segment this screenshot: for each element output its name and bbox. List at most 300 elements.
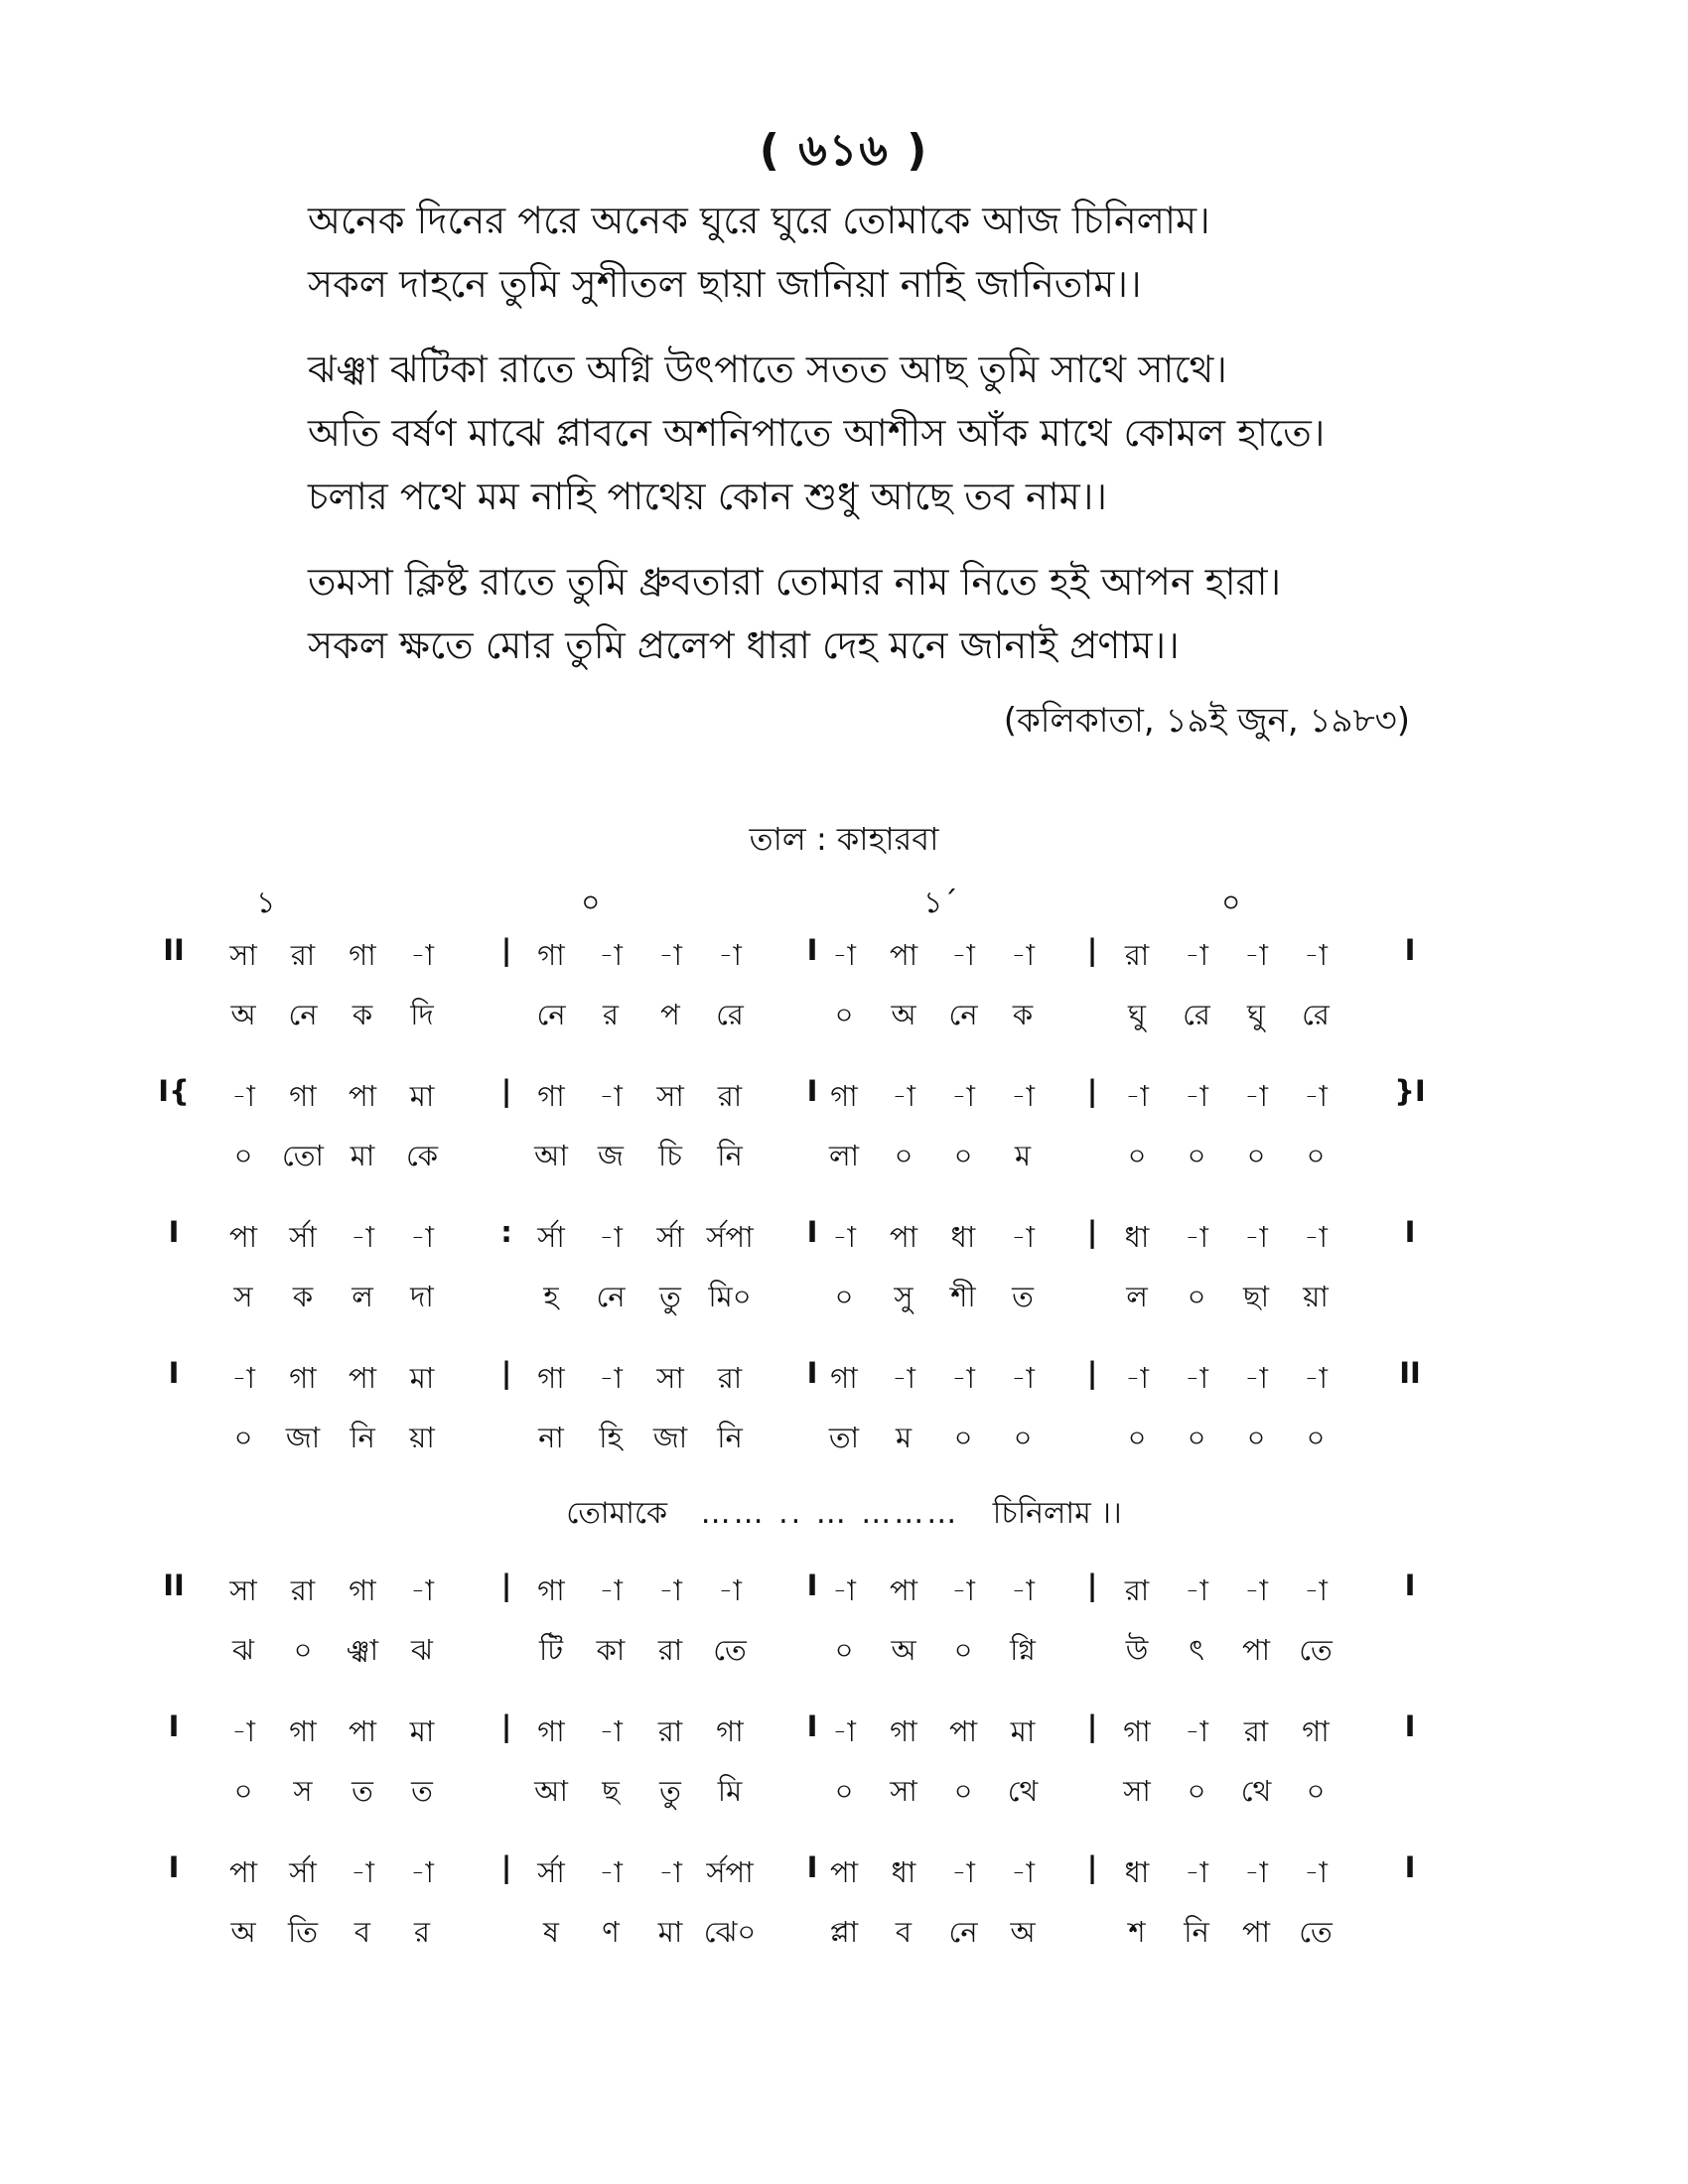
syllable: নি <box>350 1421 375 1454</box>
syllable: ০ <box>233 1774 253 1808</box>
notation-block <box>0 1709 1688 1850</box>
swara-note: -া <box>1185 1079 1208 1113</box>
syllable: ০ <box>834 1633 854 1667</box>
swara-note: -া <box>658 1573 682 1607</box>
swara-note: গা <box>289 1714 317 1748</box>
syllable: সা <box>890 1774 917 1808</box>
swara-note: ধা <box>1124 1855 1150 1889</box>
syllable: ০ <box>1306 1774 1326 1808</box>
refrain-start: তোমাকে <box>566 1496 668 1531</box>
syllable: ক <box>1012 998 1034 1031</box>
barline: | <box>500 1074 512 1108</box>
barline: | <box>1086 933 1098 967</box>
swara-note: গা <box>537 1079 565 1113</box>
swara-row <box>0 1215 1688 1267</box>
syllable: ছ <box>602 1774 620 1808</box>
syllable: রে <box>1183 998 1210 1031</box>
syllable: তে <box>1299 1633 1333 1667</box>
swara-note: -া <box>832 1220 856 1254</box>
swara-note: -া <box>1304 938 1328 972</box>
syllable: নে <box>948 1915 978 1949</box>
swara-note: -া <box>1011 1079 1035 1113</box>
swara-row <box>0 1356 1688 1408</box>
swara-note: পা <box>228 1855 258 1889</box>
swara-note: রা <box>717 1361 743 1395</box>
swara-note: গা <box>349 938 376 972</box>
swara-note: -া <box>1011 1855 1035 1889</box>
notation-block <box>0 933 1688 1074</box>
syllable: ০ <box>834 998 854 1031</box>
syllable: ০ <box>953 1421 973 1454</box>
syllable: ত <box>352 1774 373 1808</box>
swara-note: -া <box>832 938 856 972</box>
start-barline: I <box>168 1850 180 1884</box>
lyric-line: চলার পথে মম নাহি পাথেয় কোন শুধু আছে তব নাম।। <box>308 475 1107 518</box>
barline: | <box>1086 1074 1098 1108</box>
syllable: প <box>660 998 680 1031</box>
swara-note: -া <box>1244 1855 1268 1889</box>
swara-note: -া <box>599 1573 623 1607</box>
swara-note: সা <box>656 1079 684 1113</box>
syllable-row <box>0 1628 1688 1680</box>
swara-note: পা <box>228 1220 258 1254</box>
swara-note: -া <box>410 1855 434 1889</box>
swara-note: -া <box>599 938 623 972</box>
syllable: নে <box>948 998 978 1031</box>
swara-note: পা <box>889 1220 918 1254</box>
syllable: ণ <box>602 1915 620 1949</box>
swara-note: র্সা <box>289 1220 317 1254</box>
swara-note: -া <box>1185 1361 1208 1395</box>
swara-note: -া <box>892 1361 915 1395</box>
syllable: ঝ <box>411 1633 433 1667</box>
syllable: গ্নি <box>1010 1633 1036 1667</box>
syllable: মা <box>350 1139 375 1172</box>
syllable: ০ <box>1013 1421 1033 1454</box>
barline: | <box>1086 1569 1098 1602</box>
notation-block <box>0 1074 1688 1215</box>
start-barline: I <box>168 1709 180 1743</box>
syllable: রা <box>657 1633 683 1667</box>
syllable: জা <box>285 1421 321 1454</box>
syllable: ঝে০ <box>703 1915 757 1949</box>
syllable: ঘু <box>1128 998 1146 1031</box>
swara-note: ধা <box>1124 1220 1150 1254</box>
barline: | <box>500 1709 512 1743</box>
swara-note: সা <box>656 1361 684 1395</box>
syllable: ক <box>292 1280 314 1313</box>
swara-note: -া <box>1011 1573 1035 1607</box>
barline: I <box>806 1569 818 1602</box>
swara-note: -া <box>1125 1079 1149 1113</box>
syllable: নে <box>288 998 318 1031</box>
syllable: শী <box>950 1280 976 1313</box>
syllable: নে <box>536 998 566 1031</box>
syllable: ০ <box>1306 1139 1326 1172</box>
start-barline: I <box>168 1356 180 1390</box>
barline: | <box>1086 1850 1098 1884</box>
swara-note: র্সা <box>537 1220 565 1254</box>
syllable: ক <box>352 998 373 1031</box>
syllable: ০ <box>1187 1280 1206 1313</box>
syllable: ল <box>352 1280 373 1313</box>
syllable: ০ <box>233 1139 253 1172</box>
syllable: টি <box>538 1633 564 1667</box>
beat-markers <box>0 879 1688 928</box>
syllable: ত <box>411 1774 433 1808</box>
barline: I <box>806 1074 818 1108</box>
syllable: ০ <box>1127 1421 1147 1454</box>
syllable: রে <box>716 998 744 1031</box>
syllable: থে <box>1007 1774 1039 1808</box>
lyric-stanza <box>308 550 1559 677</box>
syllable: নি <box>717 1421 743 1454</box>
syllable: ০ <box>1187 1774 1206 1808</box>
swara-note: -া <box>1011 1220 1035 1254</box>
swara-note: গা <box>716 1714 744 1748</box>
syllable-row <box>0 1769 1688 1821</box>
syllable-row <box>0 993 1688 1044</box>
swara-note: পা <box>348 1079 377 1113</box>
notation-block <box>0 1569 1688 1709</box>
swara-note: গা <box>289 1361 317 1395</box>
page-number: ( ৬১৬ ) <box>759 125 929 176</box>
swara-note: -া <box>718 938 742 972</box>
syllable: তে <box>1299 1915 1333 1949</box>
syllable: জ <box>598 1139 624 1172</box>
notation-staff <box>0 933 1688 1991</box>
swara-note: -া <box>1125 1361 1149 1395</box>
syllable: অ <box>230 1915 256 1949</box>
syllable: অ <box>230 998 256 1031</box>
swara-note: -া <box>599 1220 623 1254</box>
barline: I <box>806 1709 818 1743</box>
swara-note: -া <box>1185 1714 1208 1748</box>
syllable: রে <box>1302 998 1330 1031</box>
swara-note: -া <box>599 1361 623 1395</box>
swara-note: -া <box>718 1573 742 1607</box>
swara-note: সা <box>229 938 257 972</box>
syllable: উ <box>1125 1633 1149 1667</box>
syllable: থে <box>1240 1774 1272 1808</box>
taal-heading: তাল : কাহারবা <box>749 820 939 858</box>
swara-note: -া <box>832 1714 856 1748</box>
swara-note: -া <box>351 1220 374 1254</box>
syllable: র <box>603 998 619 1031</box>
swara-note: -া <box>1304 1573 1328 1607</box>
syllable: ০ <box>953 1633 973 1667</box>
swara-note: -া <box>658 938 682 972</box>
lyric-stanza <box>308 338 1559 528</box>
syllable: মি <box>717 1774 743 1808</box>
swara-note: পা <box>829 1855 859 1889</box>
swara-note: পা <box>948 1714 978 1748</box>
swara-note: -া <box>951 1079 975 1113</box>
end-barline: I <box>1404 1215 1416 1249</box>
syllable: তা <box>828 1421 860 1454</box>
swara-note: ধা <box>891 1855 916 1889</box>
swara-note: রা <box>290 938 316 972</box>
swara-note: -া <box>410 1220 434 1254</box>
syllable: ০ <box>953 1774 973 1808</box>
lyric-line: তমসা ক্লিষ্ট রাতে তুমি ধ্রুবতারা তোমার নাম নিতে হই আপন হারা। <box>308 560 1282 604</box>
syllable: ০ <box>1127 1139 1147 1172</box>
syllable: সা <box>1123 1774 1151 1808</box>
end-barline: I <box>1404 1569 1416 1602</box>
swara-note: -া <box>1011 1361 1035 1395</box>
swara-row <box>0 1709 1688 1761</box>
swara-note: গা <box>830 1361 858 1395</box>
syllable: তো <box>282 1139 324 1172</box>
beat-mark: ১´ <box>923 886 958 920</box>
beat-mark: ০ <box>581 886 601 920</box>
syllable: কা <box>596 1633 626 1667</box>
swara-row <box>0 1569 1688 1620</box>
swara-note: রা <box>1124 938 1150 972</box>
swara-note: গা <box>1302 1714 1330 1748</box>
song-lyrics <box>308 189 1559 699</box>
end-barline: II <box>1399 1356 1421 1390</box>
syllable: ঘু <box>1247 998 1265 1031</box>
syllable: পা <box>1241 1915 1271 1949</box>
syllable: ০ <box>894 1139 914 1172</box>
syllable: চি <box>658 1139 682 1172</box>
syllable: ০ <box>293 1633 313 1667</box>
lyric-line: অনেক দিনের পরে অনেক ঘুরে ঘুরে তোমাকে আজ চিনিলাম। <box>308 199 1210 242</box>
swara-note: সা <box>229 1573 257 1607</box>
barline: I <box>806 1356 818 1390</box>
swara-note: -া <box>1185 1855 1208 1889</box>
swara-note: -া <box>599 1079 623 1113</box>
swara-note: -া <box>892 1079 915 1113</box>
swara-note: -া <box>832 1573 856 1607</box>
lyric-line: অতি বর্ষণ মাঝে প্লাবনে অশনিপাতে আশীস আঁক মাথে কোমল হাতে। <box>308 411 1326 455</box>
syllable-row <box>0 1910 1688 1962</box>
barline: | <box>1086 1709 1098 1743</box>
syllable: ব <box>895 1915 913 1949</box>
swara-note: গা <box>537 938 565 972</box>
swara-note: গা <box>1123 1714 1151 1748</box>
start-barline: II <box>163 933 185 967</box>
barline: | <box>1086 1356 1098 1390</box>
swara-note: রা <box>717 1079 743 1113</box>
syllable: কে <box>405 1139 439 1172</box>
syllable: ০ <box>1246 1139 1266 1172</box>
swara-note: র্সা <box>537 1855 565 1889</box>
swara-note: পা <box>348 1361 377 1395</box>
swara-note: রা <box>657 1714 683 1748</box>
syllable: ০ <box>233 1421 253 1454</box>
beat-mark: ০ <box>1221 886 1241 920</box>
syllable: মি০ <box>708 1280 752 1313</box>
swara-note: পা <box>889 1573 918 1607</box>
swara-note: গা <box>289 1079 317 1113</box>
syllable: লা <box>828 1139 860 1172</box>
syllable: অ <box>891 998 916 1031</box>
swara-note: গা <box>830 1079 858 1113</box>
end-barline: I <box>1404 933 1416 967</box>
syllable: য়া <box>1303 1280 1329 1313</box>
barline: | <box>500 933 512 967</box>
start-barline: II <box>163 1569 185 1602</box>
start-barline: I{ <box>158 1074 190 1108</box>
lyric-stanza <box>308 189 1559 316</box>
swara-note: -া <box>1304 1220 1328 1254</box>
syllable: আ <box>534 1139 568 1172</box>
syllable: ম <box>1014 1139 1032 1172</box>
swara-note: -া <box>599 1855 623 1889</box>
swara-note: -া <box>1244 1079 1268 1113</box>
swara-note: -া <box>1185 1573 1208 1607</box>
syllable: না <box>538 1421 564 1454</box>
swara-note: রা <box>290 1573 316 1607</box>
syllable: দি <box>410 998 434 1031</box>
swara-note: -া <box>658 1855 682 1889</box>
swara-note: মা <box>409 1714 435 1748</box>
barline: | <box>500 1356 512 1390</box>
syllable: অ <box>1010 1915 1036 1949</box>
swara-note: -া <box>951 1573 975 1607</box>
syllable: ৎ <box>1189 1633 1204 1667</box>
swara-note: রা <box>1243 1714 1269 1748</box>
syllable: শ <box>1128 1915 1146 1949</box>
swara-row <box>0 933 1688 985</box>
swara-note: -া <box>1011 938 1035 972</box>
refrain-line <box>0 1489 1688 1540</box>
refrain-dots: …… .. … ……… <box>700 1496 960 1531</box>
swara-note: -া <box>1244 1361 1268 1395</box>
syllable: অ <box>891 1633 916 1667</box>
syllable: সু <box>894 1280 914 1313</box>
syllable: নি <box>717 1139 743 1172</box>
swara-note: -া <box>1185 1220 1208 1254</box>
barline: | <box>500 1850 512 1884</box>
barline: I <box>806 1850 818 1884</box>
swara-note: -া <box>231 1361 255 1395</box>
swara-row <box>0 1074 1688 1126</box>
syllable: স <box>233 1280 253 1313</box>
syllable: য়া <box>409 1421 435 1454</box>
syllable: তি <box>287 1915 319 1949</box>
notation-block <box>0 1215 1688 1356</box>
swara-note: -া <box>599 1714 623 1748</box>
swara-note: -া <box>410 1573 434 1607</box>
swara-note: -া <box>1304 1855 1328 1889</box>
syllable: ব <box>353 1915 371 1949</box>
syllable: ম <box>895 1421 913 1454</box>
beat-mark: ১ <box>256 886 276 920</box>
notation-block <box>0 1850 1688 1991</box>
syllable: ঞ্ঝা <box>346 1633 379 1667</box>
syllable-row <box>0 1416 1688 1467</box>
swara-note: ধা <box>950 1220 976 1254</box>
swara-note: গা <box>537 1361 565 1395</box>
end-barline: I <box>1404 1850 1416 1884</box>
swara-note: -া <box>410 938 434 972</box>
syllable: তু <box>659 1774 681 1808</box>
swara-note: গা <box>537 1573 565 1607</box>
swara-note: গা <box>890 1714 917 1748</box>
refrain-end: চিনিলাম ।। <box>992 1496 1122 1531</box>
syllable: নি <box>1184 1915 1209 1949</box>
swara-note: -া <box>951 1855 975 1889</box>
syllable: ০ <box>953 1139 973 1172</box>
syllable: ০ <box>834 1280 854 1313</box>
syllable: ০ <box>1246 1421 1266 1454</box>
swara-row <box>0 1850 1688 1902</box>
swara-note: র্সপা <box>706 1855 754 1889</box>
syllable: ০ <box>1306 1421 1326 1454</box>
swara-note: মা <box>409 1079 435 1113</box>
swara-note: মা <box>1010 1714 1036 1748</box>
swara-note: পা <box>348 1714 377 1748</box>
syllable-row <box>0 1134 1688 1185</box>
swara-note: -া <box>1244 1573 1268 1607</box>
syllable: স <box>293 1774 313 1808</box>
syllable: ০ <box>1187 1139 1206 1172</box>
syllable: তে <box>713 1633 747 1667</box>
swara-note: -া <box>1244 938 1268 972</box>
syllable: জা <box>652 1421 688 1454</box>
syllable: তু <box>659 1280 681 1313</box>
swara-note: -া <box>231 1714 255 1748</box>
barline: I <box>806 933 818 967</box>
swara-note: গা <box>349 1573 376 1607</box>
syllable-row <box>0 1275 1688 1326</box>
notation-block <box>0 1356 1688 1497</box>
swara-note: র্সা <box>289 1855 317 1889</box>
lyric-line: সকল ক্ষতে মোর তুমি প্রলেপ ধারা দেহ মনে জানাই প্রণাম।। <box>308 623 1180 667</box>
swara-note: পা <box>889 938 918 972</box>
end-barline: I <box>1404 1709 1416 1743</box>
syllable: ল <box>1126 1280 1148 1313</box>
syllable: ষ <box>543 1915 559 1949</box>
swara-note: -া <box>351 1855 374 1889</box>
syllable: নে <box>596 1280 626 1313</box>
swara-note: -া <box>951 938 975 972</box>
swara-note: -া <box>231 1079 255 1113</box>
syllable: র <box>414 1915 430 1949</box>
barline: : <box>500 1215 512 1249</box>
barline: I <box>806 1215 818 1249</box>
syllable: দা <box>410 1280 434 1313</box>
syllable: ০ <box>834 1774 854 1808</box>
barline: | <box>1086 1215 1098 1249</box>
syllable: আ <box>534 1774 568 1808</box>
syllable: ত <box>1012 1280 1034 1313</box>
swara-note: -া <box>1304 1361 1328 1395</box>
syllable: পা <box>1241 1633 1271 1667</box>
swara-note: র্সা <box>656 1220 684 1254</box>
syllable: হ <box>543 1280 559 1313</box>
dateline: (কলিকাতা, ১৯ই জুন, ১৯৮৩) <box>1003 701 1410 741</box>
swara-note: -া <box>1304 1079 1328 1113</box>
swara-note: -া <box>1244 1220 1268 1254</box>
lyric-line: সকল দাহনে তুমি সুশীতল ছায়া জানিয়া নাহি জানিতাম।। <box>308 262 1142 306</box>
swara-note: মা <box>409 1361 435 1395</box>
syllable: প্লা <box>829 1915 859 1949</box>
end-barline: }I <box>1394 1074 1426 1108</box>
swara-note: রা <box>1124 1573 1150 1607</box>
syllable: ঝ <box>232 1633 254 1667</box>
swara-note: -া <box>1185 938 1208 972</box>
syllable: মা <box>657 1915 683 1949</box>
barline: | <box>500 1569 512 1602</box>
start-barline: I <box>168 1215 180 1249</box>
syllable: ছা <box>1243 1280 1269 1313</box>
swara-note: গা <box>537 1714 565 1748</box>
swara-note: র্সপা <box>706 1220 754 1254</box>
